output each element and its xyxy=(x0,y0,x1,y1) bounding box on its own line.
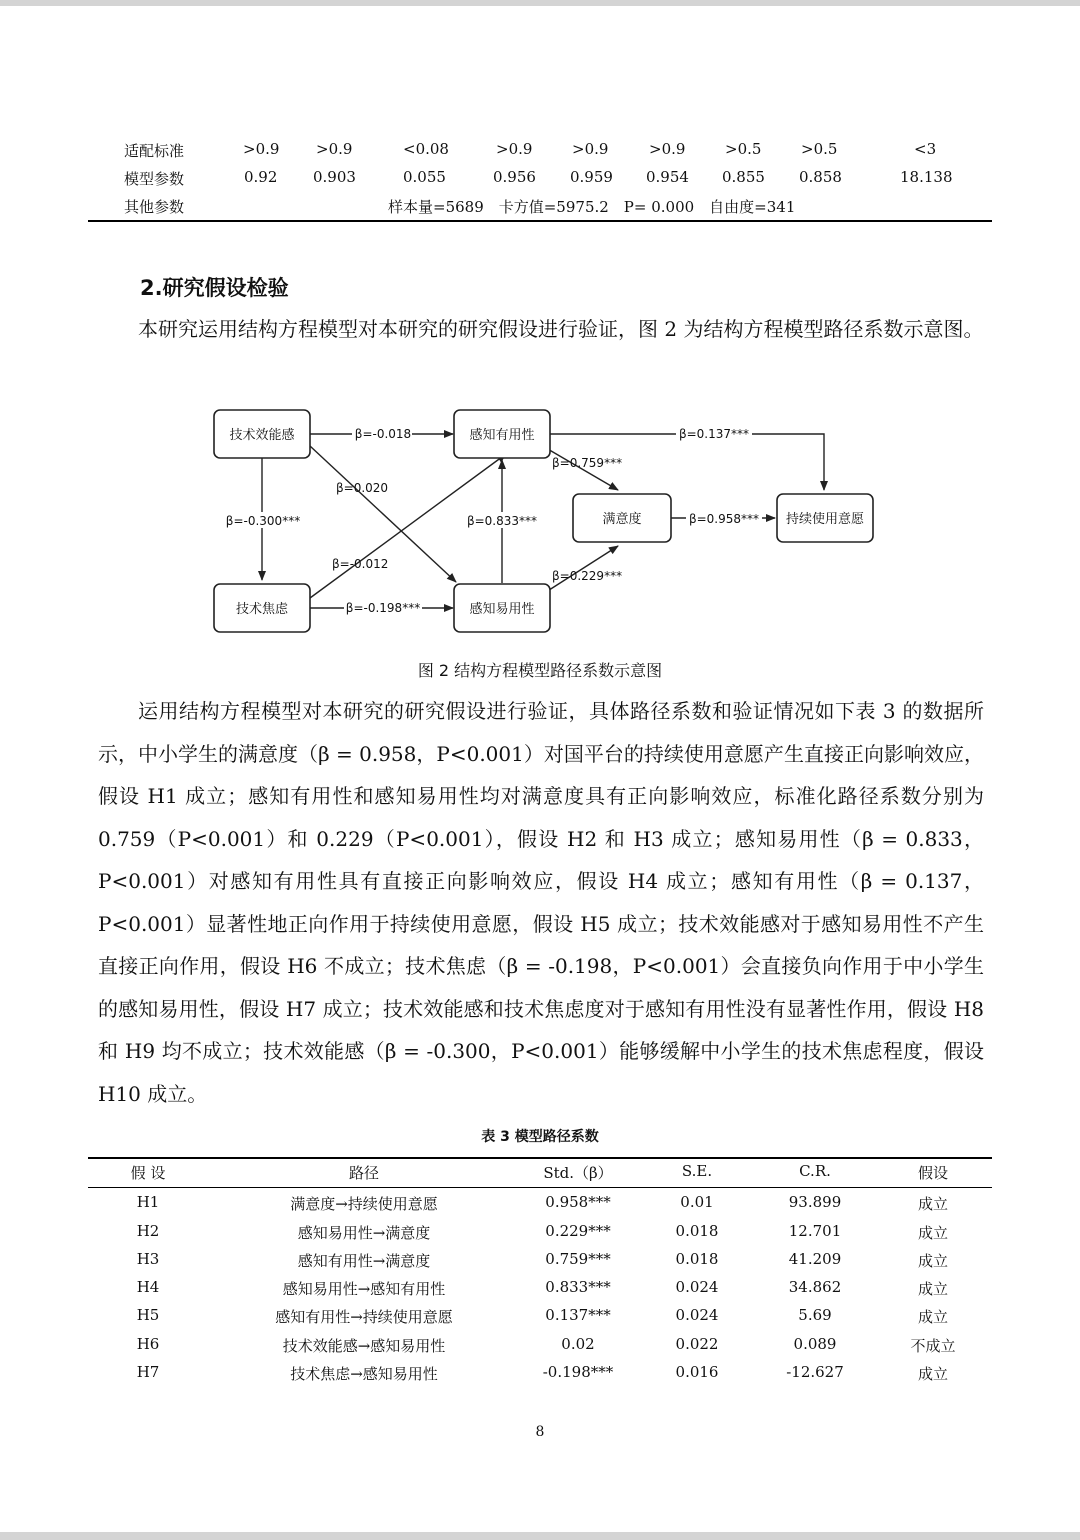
fit-cell: >0.5 xyxy=(801,140,838,158)
fit-cell: >0.9 xyxy=(572,140,609,158)
node-continuance-intention: 持续使用意愿 xyxy=(785,512,865,527)
table-row xyxy=(88,1330,992,1358)
table-cell: 0.089 xyxy=(793,1334,837,1353)
paragraph-results: 运用结构方程模型对本研究的研究假设进行验证，具体路径系数和验证情况如下表 3 的数据所示，中小学生的满意度（β = 0.958，P<0.001）对国平台的持续使用意愿产生直接正向影响效应，假设 H1 成立；感知有用性和感知易用性均对满意度具有正向影响效应，标准化路径系数分别为 0.759（P<0.001）和 0.229（P<0.001），假设 H2 和 H3 成立；感知易用性（β = 0.833，P<0.001）对感知有用性具有直接正向影响效应，假设 H4 成立；感知有用性（β = 0.137，P<0.001）显著性地正向作用于持续使用意愿，假设 H5 成立；技术效能感对于感知易用性不产生直接正向作用，假设 H6 不成立；技术焦虑（β = -0.198，P<0.001）会直接负向作用于中小学生的感知易用性，假设 H7 成立；技术效能感和技术焦虑度对于感知有用性没有显著性作用，假设 H8 和 H9 均不成立；技术效能感（β = -0.300，P<0.001）能够缓解中小学生的技术焦虑程度，假设 H10 成立。 xyxy=(98,699,984,1106)
table-cell: 成立 xyxy=(917,1365,949,1384)
table-cell: 技术效能感→感知易用性 xyxy=(282,1336,446,1355)
node-tech-efficacy: 技术效能感 xyxy=(229,428,295,443)
table-cell: 93.899 xyxy=(788,1193,842,1212)
fit-cell: >0.9 xyxy=(243,140,280,158)
table-row xyxy=(88,1358,992,1386)
table-header-row xyxy=(88,1157,992,1185)
table-body xyxy=(88,1185,992,1386)
fit-row-label: 模型参数 xyxy=(124,170,185,188)
label-n1-n5: β=-0.300*** xyxy=(225,514,301,528)
node-perceived-ease: 感知易用性 xyxy=(469,602,535,617)
fit-cell: 0.956 xyxy=(493,168,536,186)
table-bottom-rule xyxy=(88,220,992,222)
table-cell: 34.862 xyxy=(788,1278,842,1297)
table-cell: 5.69 xyxy=(798,1306,832,1325)
header-cell: 假 设 xyxy=(130,1164,166,1182)
label-n1-n2: β=-0.018 xyxy=(354,427,412,441)
label-n1-n6: β=0.020 xyxy=(336,481,389,495)
table-cell: 0.018 xyxy=(675,1249,719,1268)
node-satisfaction: 满意度 xyxy=(602,512,642,527)
table-cell: H4 xyxy=(136,1278,160,1297)
table-cell: 0.018 xyxy=(675,1221,719,1240)
table-cell: 感知易用性→感知有用性 xyxy=(282,1280,446,1299)
section-title: 2.研究假设检验 xyxy=(140,276,289,300)
table-row xyxy=(88,1245,992,1273)
fit-cell: <3 xyxy=(914,140,937,158)
table-row xyxy=(88,1188,992,1216)
table-caption: 表 3 模型路径系数 xyxy=(481,1129,599,1145)
figure-caption: 图 2 结构方程模型路径系数示意图 xyxy=(417,661,663,680)
fit-row-other xyxy=(88,192,992,220)
top-band xyxy=(0,0,1080,6)
table-cell: 0.02 xyxy=(561,1334,595,1353)
table-cell: -0.198*** xyxy=(542,1363,614,1382)
fit-row-label: 适配标准 xyxy=(124,142,185,160)
fit-cell: >0.5 xyxy=(725,140,762,158)
table-cell: 成立 xyxy=(917,1251,949,1270)
table-cell: 12.701 xyxy=(788,1221,842,1240)
path-coefficient-table xyxy=(88,1157,992,1386)
header-cell: S.E. xyxy=(681,1162,713,1180)
diagram-nodes xyxy=(214,410,873,632)
fit-cell: 0.055 xyxy=(403,168,446,186)
label-n5-n6: β=-0.198*** xyxy=(345,601,421,615)
page-number: 8 xyxy=(535,1424,545,1440)
path-diagram xyxy=(200,398,890,648)
table-cell: 0.958*** xyxy=(545,1193,611,1212)
table-cell: 感知易用性→满意度 xyxy=(297,1223,431,1242)
table-cell: -12.627 xyxy=(786,1363,844,1382)
table-cell: 成立 xyxy=(917,1195,949,1214)
table-cell: 0.024 xyxy=(675,1306,719,1325)
label-n5-n2: β=-0.012 xyxy=(332,557,389,571)
table-cell: H5 xyxy=(136,1306,160,1325)
header-cell: 路径 xyxy=(348,1164,380,1182)
table-cell: 0.759*** xyxy=(545,1249,611,1268)
bottom-band xyxy=(0,1532,1080,1540)
table-cell: H2 xyxy=(136,1221,160,1240)
label-n6-n3: β=0.229*** xyxy=(552,569,623,583)
fit-cell: >0.9 xyxy=(496,140,533,158)
label-n3-n4: β=0.958*** xyxy=(688,512,760,526)
table-row xyxy=(88,1217,992,1245)
fit-cell: 18.138 xyxy=(900,168,953,186)
fit-row-standard xyxy=(88,136,992,164)
table-cell: H1 xyxy=(136,1193,160,1212)
fit-cell: <0.08 xyxy=(403,140,449,158)
fit-cell: 0.903 xyxy=(313,168,356,186)
table-cell: H7 xyxy=(136,1363,160,1382)
table-cell: 0.229*** xyxy=(545,1221,611,1240)
fit-cell: 0.858 xyxy=(799,168,842,186)
fit-cell: 0.959 xyxy=(570,168,613,186)
fit-row-label: 其他参数 xyxy=(124,198,185,216)
table-cell: 0.137*** xyxy=(545,1306,611,1325)
table-cell: 不成立 xyxy=(910,1336,956,1355)
table-cell: 0.016 xyxy=(675,1363,719,1382)
fit-row-model xyxy=(88,164,992,192)
table-row xyxy=(88,1273,992,1301)
fit-other-params: 样本量=5689 卡方值=5975.2 P= 0.000 自由度=341 xyxy=(388,198,796,216)
table-cell: 0.01 xyxy=(680,1193,714,1212)
fit-cell: 0.954 xyxy=(646,168,689,186)
table-cell: 满意度→持续使用意愿 xyxy=(290,1195,438,1214)
table-row xyxy=(88,1301,992,1329)
fit-cell: 0.92 xyxy=(244,168,278,186)
header-cell: Std.（β） xyxy=(543,1164,613,1182)
fit-cell: >0.9 xyxy=(649,140,686,158)
table-cell: 0.833*** xyxy=(545,1278,611,1297)
label-n2-n3: β=0.759*** xyxy=(552,456,623,470)
header-cell: C.R. xyxy=(799,1162,831,1180)
fit-cell: >0.9 xyxy=(316,140,353,158)
table-cell: 成立 xyxy=(917,1223,949,1242)
table-cell: 技术焦虑→感知易用性 xyxy=(290,1365,438,1384)
fit-cell: 0.855 xyxy=(722,168,765,186)
table-cell: 0.022 xyxy=(675,1334,719,1353)
table-cell: 成立 xyxy=(917,1280,949,1299)
table-cell: 成立 xyxy=(917,1308,949,1327)
table-cell: 41.209 xyxy=(788,1249,842,1268)
fit-index-table xyxy=(88,136,992,220)
header-cell: 假设 xyxy=(917,1164,949,1182)
table-cell: 感知有用性→满意度 xyxy=(297,1251,431,1270)
paragraph-intro: 本研究运用结构方程模型对本研究的研究假设进行验证，图 2 为结构方程模型路径系数示意图。 xyxy=(138,317,984,341)
table-cell: H6 xyxy=(136,1334,160,1353)
table-cell: 0.024 xyxy=(675,1278,719,1297)
node-perceived-usefulness: 感知有用性 xyxy=(469,428,535,443)
table-cell: H3 xyxy=(136,1249,160,1268)
table-cell: 感知有用性→持续使用意愿 xyxy=(275,1308,453,1327)
node-tech-anxiety: 技术焦虑 xyxy=(235,602,289,617)
label-n6-n2: β=0.833*** xyxy=(466,514,538,528)
label-n2-n4: β=0.137*** xyxy=(678,427,750,441)
